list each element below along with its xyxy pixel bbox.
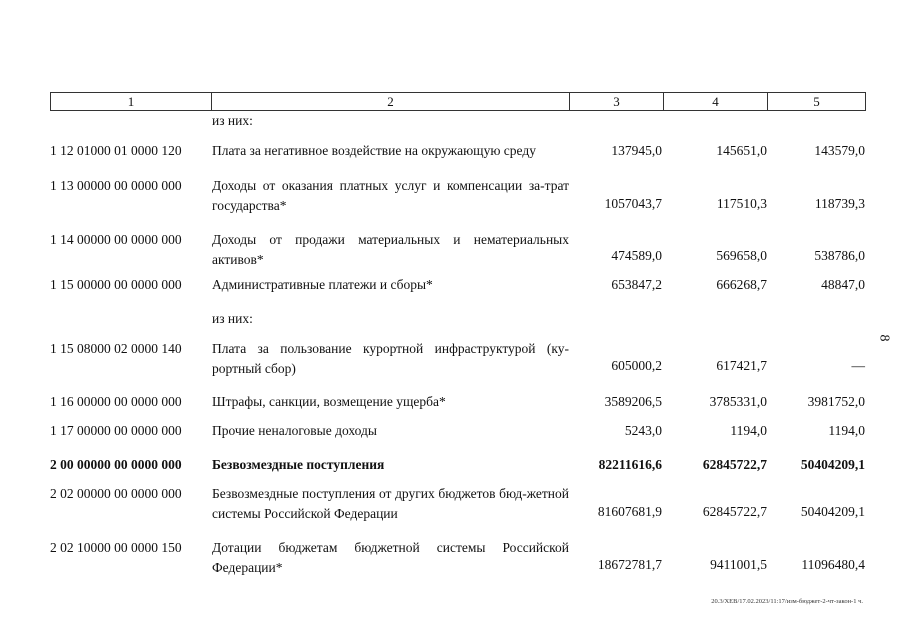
row-value-3: 474589,0 (611, 248, 662, 263)
document-footer: 20.3/XEB/17.02.2023/11:17/изм-бюджет-2-чт-закон-1 ч. (711, 598, 863, 605)
row-name: из них: (212, 113, 253, 128)
row-code: 2 02 00000 00 0000 000 (50, 486, 182, 501)
header-col-1: 1 (127, 94, 135, 109)
row-value-3: 3589206,5 (604, 394, 662, 409)
row-name: Административные платежи и сборы* (212, 277, 433, 292)
row-value-4: 62845722,7 (702, 457, 767, 472)
row-code: 2 02 10000 00 0000 150 (50, 540, 182, 555)
row-name: Безвозмездные поступления от других бюджетов бюд-жетной системы Российской Федерации (212, 486, 569, 521)
row-value-3: 18672781,7 (597, 557, 662, 572)
row-value-5: 11096480,4 (801, 557, 865, 572)
row-value-4: 569658,0 (716, 248, 767, 263)
row-value-4: 145651,0 (716, 143, 767, 158)
row-code: 1 15 00000 00 0000 000 (50, 277, 182, 292)
row-value-3: 5243,0 (624, 423, 662, 438)
row-value-4: 1194,0 (730, 423, 767, 438)
row-value-4: 9411001,5 (710, 557, 767, 572)
header-col-4: 4 (712, 94, 719, 109)
row-code: 1 13 00000 00 0000 000 (50, 178, 182, 193)
row-name: Доходы от оказания платных услуг и компенсации за-трат государства* (212, 178, 569, 213)
row-value-5: 3981752,0 (807, 394, 865, 409)
row-value-4: 617421,7 (716, 358, 767, 373)
row-name: Плата за негативное воздействие на окружающую среду (212, 143, 536, 158)
header-col-5: 5 (813, 94, 820, 109)
row-value-3: 605000,2 (611, 358, 662, 373)
row-value-5: 1194,0 (828, 423, 865, 438)
row-value-5: 48847,0 (821, 277, 865, 292)
row-name: Доходы от продажи материальных и нематериальных активов* (212, 232, 569, 267)
row-value-5: 50404209,1 (800, 504, 865, 519)
row-value-4: 666268,7 (716, 277, 767, 292)
row-name: Безвозмездные поступления (212, 457, 385, 472)
row-value-4: 3785331,0 (709, 394, 767, 409)
header-col-2: 2 (387, 94, 394, 109)
row-value-4: 117510,3 (716, 196, 767, 211)
row-code: 2 00 00000 00 0000 000 (50, 457, 182, 472)
row-value-3: 1057043,7 (604, 196, 662, 211)
row-value-3: 82211616,6 (598, 457, 662, 472)
row-name: Плата за пользование курортной инфраструктурой (ку-рортный сбор) (212, 341, 569, 376)
page-number: 8 (876, 334, 892, 342)
row-name: из них: (212, 311, 253, 326)
row-value-5: 118739,3 (814, 196, 865, 211)
table-header (50, 92, 866, 111)
row-value-5: — (851, 358, 865, 373)
row-value-3: 653847,2 (611, 277, 662, 292)
row-code: 1 16 00000 00 0000 000 (50, 394, 182, 409)
row-value-4: 62845722,7 (702, 504, 767, 519)
header-col-3: 3 (613, 94, 620, 109)
row-code: 1 12 01000 01 0000 120 (50, 143, 182, 158)
row-name: Дотации бюджетам бюджетной системы Российской Федерации* (212, 540, 569, 575)
row-value-5: 143579,0 (814, 143, 865, 158)
row-code: 1 14 00000 00 0000 000 (50, 232, 182, 247)
row-value-5: 538786,0 (814, 248, 865, 263)
row-value-5: 50404209,1 (800, 457, 865, 472)
row-value-3: 137945,0 (611, 143, 662, 158)
row-code: 1 15 08000 02 0000 140 (50, 341, 182, 356)
row-name: Штрафы, санкции, возмещение ущерба* (212, 394, 446, 409)
row-value-3: 81607681,9 (597, 504, 662, 519)
row-code: 1 17 00000 00 0000 000 (50, 423, 182, 438)
row-name: Прочие неналоговые доходы (212, 423, 377, 438)
